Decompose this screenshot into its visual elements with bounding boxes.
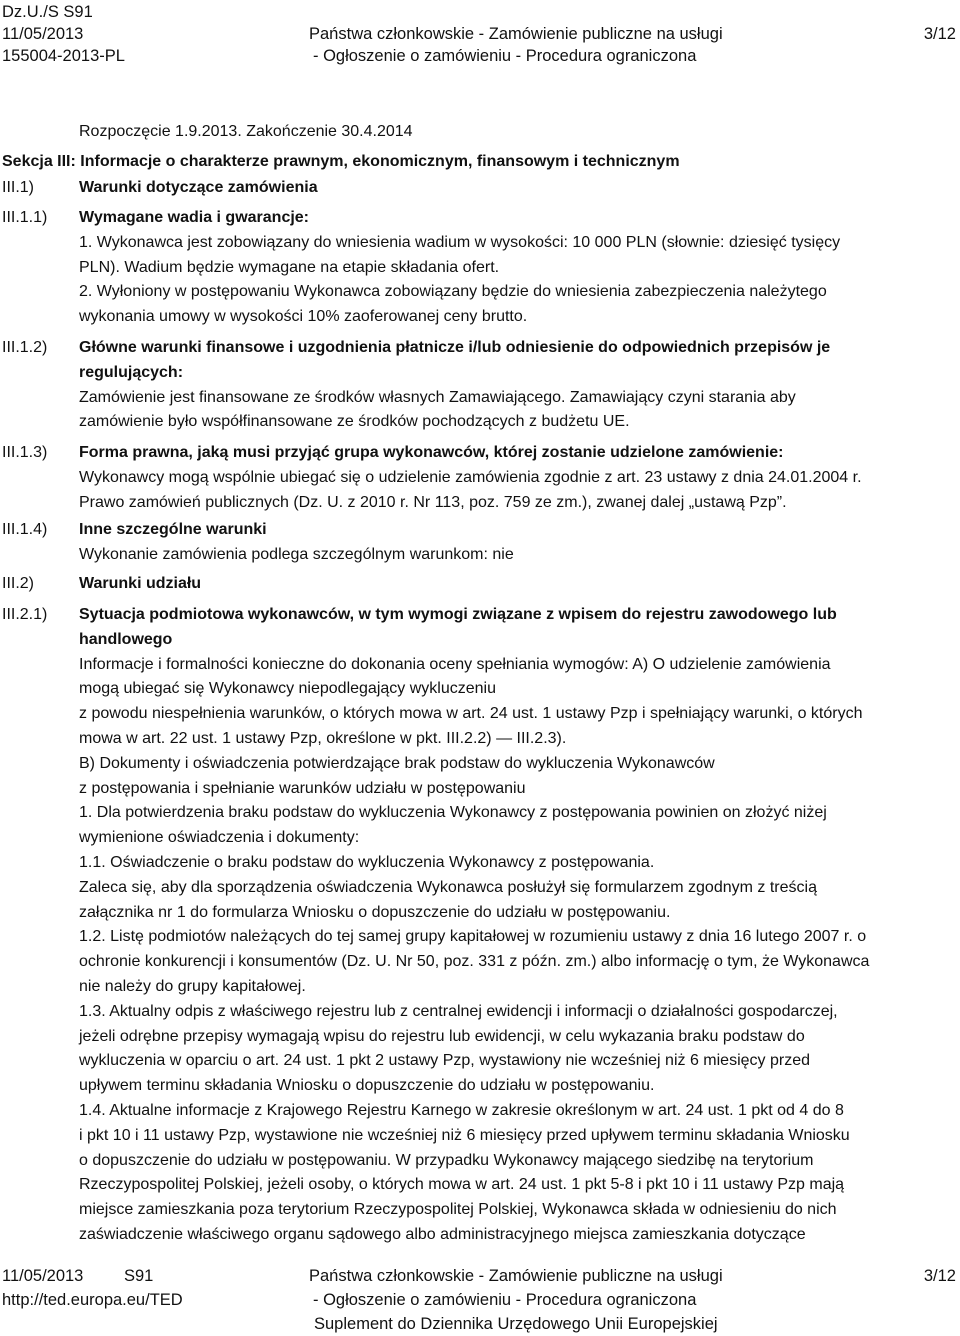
text-line: zaświadczenie właściwego organu sądowego albo administracyjnego miejsca zamieszkania dotyczące xyxy=(79,1225,806,1243)
text-line: 1.1. Oświadczenie o braku podstaw do wykluczenia Wykonawcy z postępowania. xyxy=(79,853,655,871)
header-date: 11/05/2013 xyxy=(2,25,84,43)
header-notice-id: 155004-2013-PL xyxy=(2,47,125,65)
header-subtitle: - Ogłoszenie o zamówieniu - Procedura ograniczona xyxy=(313,47,697,65)
section-heading: Warunki udziału xyxy=(79,575,202,592)
text-line: 1.4. Aktualne informacje z Krajowego Rejestru Karnego w zakresie określonym w art. 24 ust. 1 pkt od 4 do 8 xyxy=(79,1101,844,1119)
section-body xyxy=(79,441,949,515)
text-line: miejsce zamieszkania poza terytorium Rzeczypospolitej Polskiej, Wykonawca składa w odniesieniu do nich xyxy=(79,1201,837,1219)
header-page-number: 3/12 xyxy=(923,25,956,43)
text-line: z postępowania i spełnianie warunków udziału w postępowaniu xyxy=(79,779,526,797)
text-line: wymienione oświadczenia i dokumenty: xyxy=(79,829,360,847)
section-title: Sekcja III: Informacje o charakterze prawnym, ekonomicznym, finansowym i technicznym xyxy=(2,153,680,170)
footer-supplement: Suplement do Dziennika Urzędowego Unii Europejskiej xyxy=(314,1315,718,1333)
section-number: III.2) xyxy=(2,575,35,592)
section-heading: Sytuacja podmiotowa wykonawców, w tym wymogi związane z wpisem do rejestru zawodowego lub xyxy=(79,606,837,623)
header-journal-ref: Dz.U./S S91 xyxy=(2,3,93,21)
section-heading: handlowego xyxy=(79,630,173,648)
footer-url-link[interactable]: http://ted.europa.eu/TED xyxy=(2,1291,183,1309)
text-line: 1.2. Listę podmiotów należących do tej samej grupy kapitałowej w rozumieniu ustawy z dnia 16 lutego 2007 r. o xyxy=(79,928,867,946)
section-body xyxy=(79,206,949,330)
text-line: załącznika nr 1 do formularza Wniosku o dopuszczenie do udziału w postępowaniu. xyxy=(79,903,671,921)
header-title: Państwa członkowskie - Zamówienie publiczne na usługi xyxy=(309,25,723,43)
text-line: zamówienie było współfinansowane ze środków pochodzących z budżetu UE. xyxy=(79,413,630,431)
text-line: 1. Wykonawca jest zobowiązany do wniesienia wadium w wysokości: 10 000 PLN (słownie: dziesięć tysięcy xyxy=(79,233,841,251)
text-line: Prawo zamówień publicznych (Dz. U. z 2010 r. Nr 113, poz. 759 ze zm.), zwanej dalej „ustawą Pzp”. xyxy=(79,493,787,511)
section-heading: Główne warunki finansowe i uzgodnienia płatnicze i/lub odniesienie do odpowiednich przepisów je xyxy=(79,339,831,356)
text-line: Zamówienie jest finansowane ze środków własnych Zamawiającego. Zamawiający czyni starania aby xyxy=(79,388,796,406)
footer-title: Państwa członkowskie - Zamówienie publiczne na usługi xyxy=(309,1267,723,1285)
text-line: B) Dokumenty i oświadczenia potwierdzające brak podstaw do wykluczenia Wykonawców xyxy=(79,754,715,772)
section-number: III.2.1) xyxy=(2,606,48,623)
text-line: 1. Dla potwierdzenia braku podstaw do wykluczenia Wykonawcy z postępowania powinien on złożyć niżej xyxy=(79,804,827,822)
text-line: jeżeli odrębne przepisy wymagają wpisu do rejestru lub ewidencji, w celu wykazania braku podstaw do xyxy=(79,1027,805,1045)
footer-url[interactable] xyxy=(2,1288,183,1312)
text-line: Rzeczypospolitej Polskiej, jeżeli osoby, o których mowa w art. 24 ust. 1 pkt 5-8 i pkt 10 i 11 ustawy Pzp mają xyxy=(79,1176,845,1194)
text-line: i pkt 10 i 11 ustawy Pzp, wystawione nie wcześniej niż 6 miesięcy przed upływem terminu składania Wniosku xyxy=(79,1126,850,1144)
section-number: III.1) xyxy=(2,179,35,196)
text-line: 2. Wyłoniony w postępowaniu Wykonawca zobowiązany będzie do wniesienia zabezpieczenia należytego xyxy=(79,283,827,301)
text-line: Wykonanie zamówienia podlega szczególnym warunkom: nie xyxy=(79,545,514,563)
text-line: 1.3. Aktualny odpis z właściwego rejestru lub z centralnej ewidencji i informacji o działalności gospodarczej, xyxy=(79,1002,838,1020)
text-line: nie należy do grupy kapitałowej. xyxy=(79,977,306,995)
section-number: III.1.2) xyxy=(2,339,48,356)
footer-subtitle: - Ogłoszenie o zamówieniu - Procedura ograniczona xyxy=(313,1291,697,1309)
footer-date: 11/05/2013 xyxy=(2,1267,84,1285)
section-number: III.1.3) xyxy=(2,444,48,461)
footer-page-number: 3/12 xyxy=(923,1267,956,1285)
text-line: Wykonawcy mogą wspólnie ubiegać się o udzielenie zamówienia zgodnie z art. 23 ustawy z dnia 24.01.2004 r. xyxy=(79,468,862,486)
section-number: III.1.1) xyxy=(2,209,48,226)
text-line: wykluczenia w oparciu o art. 24 ust. 1 pkt 2 ustawy Pzp, wystawiony nie wcześniej niż 6 miesięcy przed xyxy=(79,1052,810,1070)
contract-dates: Rozpoczęcie 1.9.2013. Zakończenie 30.4.2014 xyxy=(79,123,413,140)
section-heading: Inne szczególne warunki xyxy=(79,521,267,538)
footer-series: S91 xyxy=(124,1267,154,1285)
text-line: PLN). Wadium będzie wymagane na etapie składania ofert. xyxy=(79,258,500,276)
section-heading: regulujących: xyxy=(79,363,184,381)
section-heading: Forma prawna, jaką musi przyjąć grupa wykonawców, której zostanie udzielone zamówienie: xyxy=(79,444,784,461)
text-line: mowa w art. 22 ust. 1 ustawy Pzp, określone w pkt. III.2.2) — III.2.3). xyxy=(79,729,567,747)
text-line: z powodu niespełnienia warunków, o których mowa w art. 24 ust. 1 ustawy Pzp i spełniający warunki, o których xyxy=(79,705,863,723)
text-line: upływem terminu składania Wniosku o dopuszczenie do udziału w postępowaniu. xyxy=(79,1077,655,1095)
text-line: ochronie konkurencji i konsumentów (Dz. U. Nr 50, poz. 331 z późn. zm.) albo informację o tym, że Wykonawca xyxy=(79,953,870,971)
section-number: III.1.4) xyxy=(2,521,48,538)
text-line: o dopuszczenie do udziału w postępowaniu. W przypadku Wykonawcy mającego siedzibę na terytorium xyxy=(79,1151,814,1169)
section-heading: Warunki dotyczące zamówienia xyxy=(79,179,318,196)
section-body xyxy=(79,336,949,435)
text-line: Informacje i formalności konieczne do dokonania oceny spełniania wymogów: A) O udzielenie zamówienia xyxy=(79,655,831,673)
section-body xyxy=(79,603,949,1248)
section-body xyxy=(79,518,949,568)
section-heading: Wymagane wadia i gwarancje: xyxy=(79,209,310,226)
text-line: Zaleca się, aby dla sporządzenia oświadczenia Wykonawca posłużył się formularzem zgodnym z treścią xyxy=(79,878,817,896)
text-line: wykonania umowy w wysokości 10% zaoferowanej ceny brutto. xyxy=(79,308,528,326)
text-line: mogą ubiegać się Wykonawcy niepodlegający wykluczeniu xyxy=(79,680,496,698)
